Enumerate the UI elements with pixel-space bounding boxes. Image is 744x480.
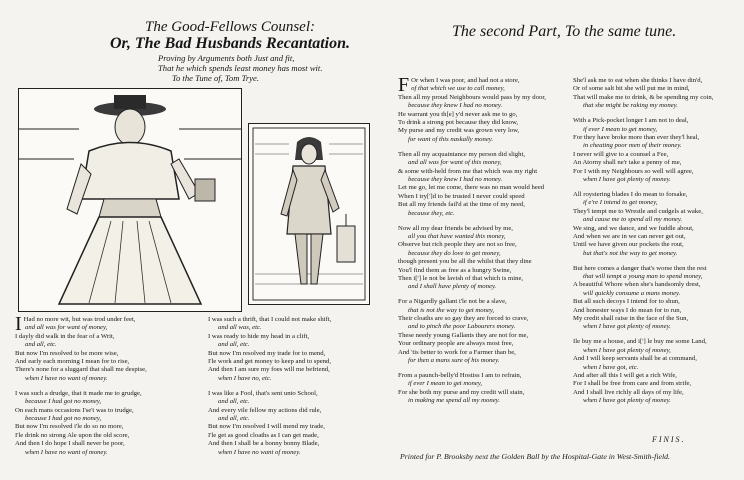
stanza [15, 390, 205, 457]
ballad-subtitle: Or, The Bad Husbands Recantation. [109, 35, 351, 52]
verse-line: Then all my acquaintance my person did slight, [398, 150, 526, 158]
stanza [573, 265, 741, 332]
finis: FINIS. [652, 435, 686, 444]
verse-line: in making me spend all my money. [408, 397, 500, 405]
verse-line: & some with-held from me that which was my right [398, 167, 538, 175]
stanza [208, 390, 383, 457]
verse-line: I dayly did walk in the fear of a Writ, [15, 332, 115, 340]
verse-line: And I will keep servants shall be at command, [573, 355, 697, 363]
verse-line: And then I do hope I shall never be poor, [15, 440, 125, 448]
verse-line: and all was for want of this money, [408, 159, 502, 167]
verse-line: I was such a drudge, that it made me to grudge, [15, 389, 142, 397]
left-column-2 [208, 316, 383, 464]
proving-line: That he which spends least money has most wit. [158, 63, 323, 73]
proving-line: Proving by Arguments both Just and fit, [158, 53, 295, 63]
verse-line: My purse and my credit was grown very low, [398, 127, 520, 135]
verse-line: You'l find them as free as a hungry Swine, [398, 266, 512, 274]
verse-line: and all was for want of money, [25, 324, 108, 332]
verse-line: When I try[']d to be trusted I never could speed [398, 192, 525, 200]
verse-line: of that which we use to call money, [411, 85, 505, 93]
verse-line: that she might be raking my money. [583, 102, 678, 110]
verse-line: because I had got no money, [25, 398, 102, 406]
stanza [573, 338, 741, 405]
verse-line: For they have broke more than ever they'l heal, [573, 133, 700, 141]
verse-line: when I have no, etc. [218, 374, 272, 382]
verse-line: and all, etc. [218, 398, 250, 406]
woodcut-man [248, 123, 370, 305]
verse-line: I was such a thrift, that I could not make shift, [208, 316, 332, 323]
stanza [573, 77, 741, 111]
imprint: Printed for P. Brooksby next the Golden Ball by the Hospital-Gate in West-Smith-field. [400, 452, 670, 461]
verse-line: He warrant you th[e] y'd never ask me to go, [398, 110, 518, 118]
verse-line: Had no more wit, but was trod under feet, [23, 316, 136, 323]
drop-cap: I [15, 313, 22, 335]
right-column-1 [398, 74, 570, 412]
verse-line: But now I'm resolved i'le do so no more, [15, 423, 124, 431]
verse-line: We sing, and we dance, and we fuddle about, [573, 224, 694, 232]
woodcut-woman [18, 88, 242, 312]
verse-line: My credit shall raise in the face of the Sun, [573, 315, 689, 323]
verse-line: Ile buy me a house, and i['] le buy me some Land, [573, 338, 707, 346]
verse-line: Or of some salt bit she will put me in mind, [573, 85, 690, 93]
verse-line: because they knew I had no money. [408, 102, 503, 110]
verse-line: and to pinch the poor Labourers money. [408, 323, 516, 331]
verse-line: And I shall live richly all days of my life, [573, 388, 684, 396]
verse-line: but that's not the way to get money. [583, 249, 678, 257]
verse-line: because they do love to get money, [408, 249, 501, 257]
verse-line: all you that have wanted this money, [408, 232, 506, 240]
verse-line: I'le work and get money to keep and to spend, [208, 358, 332, 366]
verse-line: for want of this naskally money. [408, 135, 494, 143]
verse-line: Your ordinary people are always most free, [398, 340, 514, 348]
verse-line: Or when I was poor, and had not a store, [411, 77, 520, 84]
tune-line: To the Tune of, Tom Trye. [172, 73, 259, 83]
left-column-1 [15, 313, 205, 464]
verse-line: That will make me to drink, & be spending my coin, [573, 93, 714, 101]
verse-line: On each mans occasions I'se't was to trudge, [15, 406, 134, 414]
verse-line: when I have got, etc. [583, 363, 639, 371]
verse-line: I was like a Fool, that's sent unto School, [208, 389, 318, 397]
verse-line: for then a mans sure of his money. [408, 357, 500, 365]
verse-line: She'l ask me to eat when she thinks I have din'd, [573, 77, 703, 84]
verse-line: And then I shall be a bonny bonny Blade, [208, 440, 320, 448]
verse-line: will quickly consume a mans money. [583, 289, 681, 297]
stanza [398, 298, 570, 365]
second-part-title: The second Part, To the same tune. [452, 23, 677, 40]
stanza [398, 225, 570, 292]
verse-line: For a Nigardly gallant i'le not be a slave, [398, 298, 507, 306]
verse-line: For she both my purse and my credit will stain, [398, 388, 525, 396]
stanza [398, 151, 570, 218]
man-figure-icon [249, 124, 369, 304]
verse-line: Then all my proud Neighbours would pass by my door, [398, 93, 546, 101]
verse-line: But all such decoys I intend for to shun, [573, 298, 680, 306]
verse-line: when I have no want of money. [25, 448, 108, 456]
verse-line: To drink a strong pot because they did know, [398, 119, 519, 127]
stanza [573, 191, 741, 258]
right-column-2 [573, 77, 741, 412]
verse-line: Let me go, let me come, there was no man would heed [398, 184, 545, 192]
stanza [398, 74, 570, 144]
verse-line: But now I'm resolved my trade for to mend, [208, 349, 326, 357]
verse-line: There's none for a sluggard that shall me despise, [15, 366, 147, 374]
verse-line: when I have got plenty of money, [583, 346, 671, 354]
verse-line: From a paunch-belly'd Hostiss I am to refrain, [398, 372, 522, 379]
drop-cap: F [398, 74, 410, 96]
verse-line: And early each morning I mean for to rise, [15, 358, 130, 366]
verse-line: if e're I intend to get money, [583, 199, 658, 207]
verse-line: A beautiful Whore when she's handsomly drest, [573, 281, 701, 289]
verse-line: And after all this I will get a rich Wife, [573, 372, 677, 379]
verse-line: because they, etc. [408, 209, 455, 217]
stanza [15, 313, 205, 383]
verse-line: I'le get as good cloaths as I can get made, [208, 431, 319, 439]
ballad-title: The Good-Fellows Counsel: [145, 19, 315, 35]
verse-line: And when we are in we can never get out, [573, 232, 686, 240]
verse-line: But now I'm resolved I will mend my trade, [208, 423, 325, 431]
verse-line: and I shall have plenty of money. [408, 283, 497, 291]
verse-line: and all, etc. [218, 341, 250, 349]
verse-line: But now I'm resolved to be more wise, [15, 349, 119, 357]
verse-line: I never will give to a counsel a Fee, [573, 150, 669, 158]
verse-line: because they knew I had no money. [408, 175, 503, 183]
proving-lines [158, 53, 388, 83]
verse-line: when I have no want of money. [218, 448, 301, 456]
stanza [208, 316, 383, 383]
verse-line: And every vile fellow my actions did rule, [208, 406, 322, 414]
verse-line: I'le drink no strong Ale upon the old score, [15, 431, 130, 439]
verse-line: But all my friends fail'd at the time of my need, [398, 201, 525, 209]
verse-line: and all was, etc. [218, 324, 262, 332]
verse-line: because I had got no money, [25, 414, 102, 422]
verse-line: But here comes a danger that's worse then the rest [573, 264, 707, 272]
verse-line: Their cloaths are so gay they are forced to crave, [398, 315, 529, 323]
verse-line: when I have no want of money. [25, 374, 108, 382]
verse-line: And 'tis better to work for a Farmer than be, [398, 348, 516, 356]
verse-line: These needy young Gallants they are not for me, [398, 331, 529, 339]
verse-line: and all, etc. [25, 341, 57, 349]
verse-line: when I have got plenty of money. [583, 397, 671, 405]
verse-line: and all, etc. [218, 414, 250, 422]
verse-line: if ever I mean to get money, [583, 125, 658, 133]
verse-line: They'l tempt me to Wrestle and cudgels at wake, [573, 207, 703, 215]
verse-line: in cheating poor men of their money. [583, 142, 682, 150]
verse-line: For I with my Neighbours so well will agree, [573, 167, 694, 175]
verse-line: if ever I mean to get money, [408, 380, 483, 388]
verse-line: I was ready to hide my head in a clift, [208, 332, 310, 340]
verse-line: And honester ways I do mean for to run, [573, 306, 682, 314]
verse-line: when I have got plenty of money. [583, 323, 671, 331]
verse-line: that is not the way to get money, [408, 306, 495, 314]
verse-line: Observe but rich people they are not so free, [398, 241, 517, 249]
verse-line: And then I am sure my foes will me befriend, [208, 366, 330, 374]
verse-line: Now all my dear friends be advised by me, [398, 224, 513, 232]
verse-line: though present you be all the whilst that they dine [398, 258, 532, 266]
stanza [573, 117, 741, 184]
woman-figure-icon [19, 89, 241, 311]
verse-line: With a Pick-pocket longer I am not to deal, [573, 117, 689, 125]
verse-line: An Atorny shall ne'r take a penny of me, [573, 159, 682, 167]
verse-line: that will tempt a young man to spend money, [583, 273, 703, 281]
stanza [398, 372, 570, 406]
verse-line: when I have got plenty of money. [583, 175, 671, 183]
verse-line: Then i['] le not be lavish of that which is mine, [398, 274, 524, 282]
verse-line: For I shall be free from care and from strife, [573, 380, 692, 388]
verse-line: and cause me to spend all my money. [583, 216, 683, 224]
verse-line: All roystering blades I do mean to forsake, [573, 190, 688, 198]
verse-line: Until we have given our pockets the rout, [573, 241, 684, 249]
